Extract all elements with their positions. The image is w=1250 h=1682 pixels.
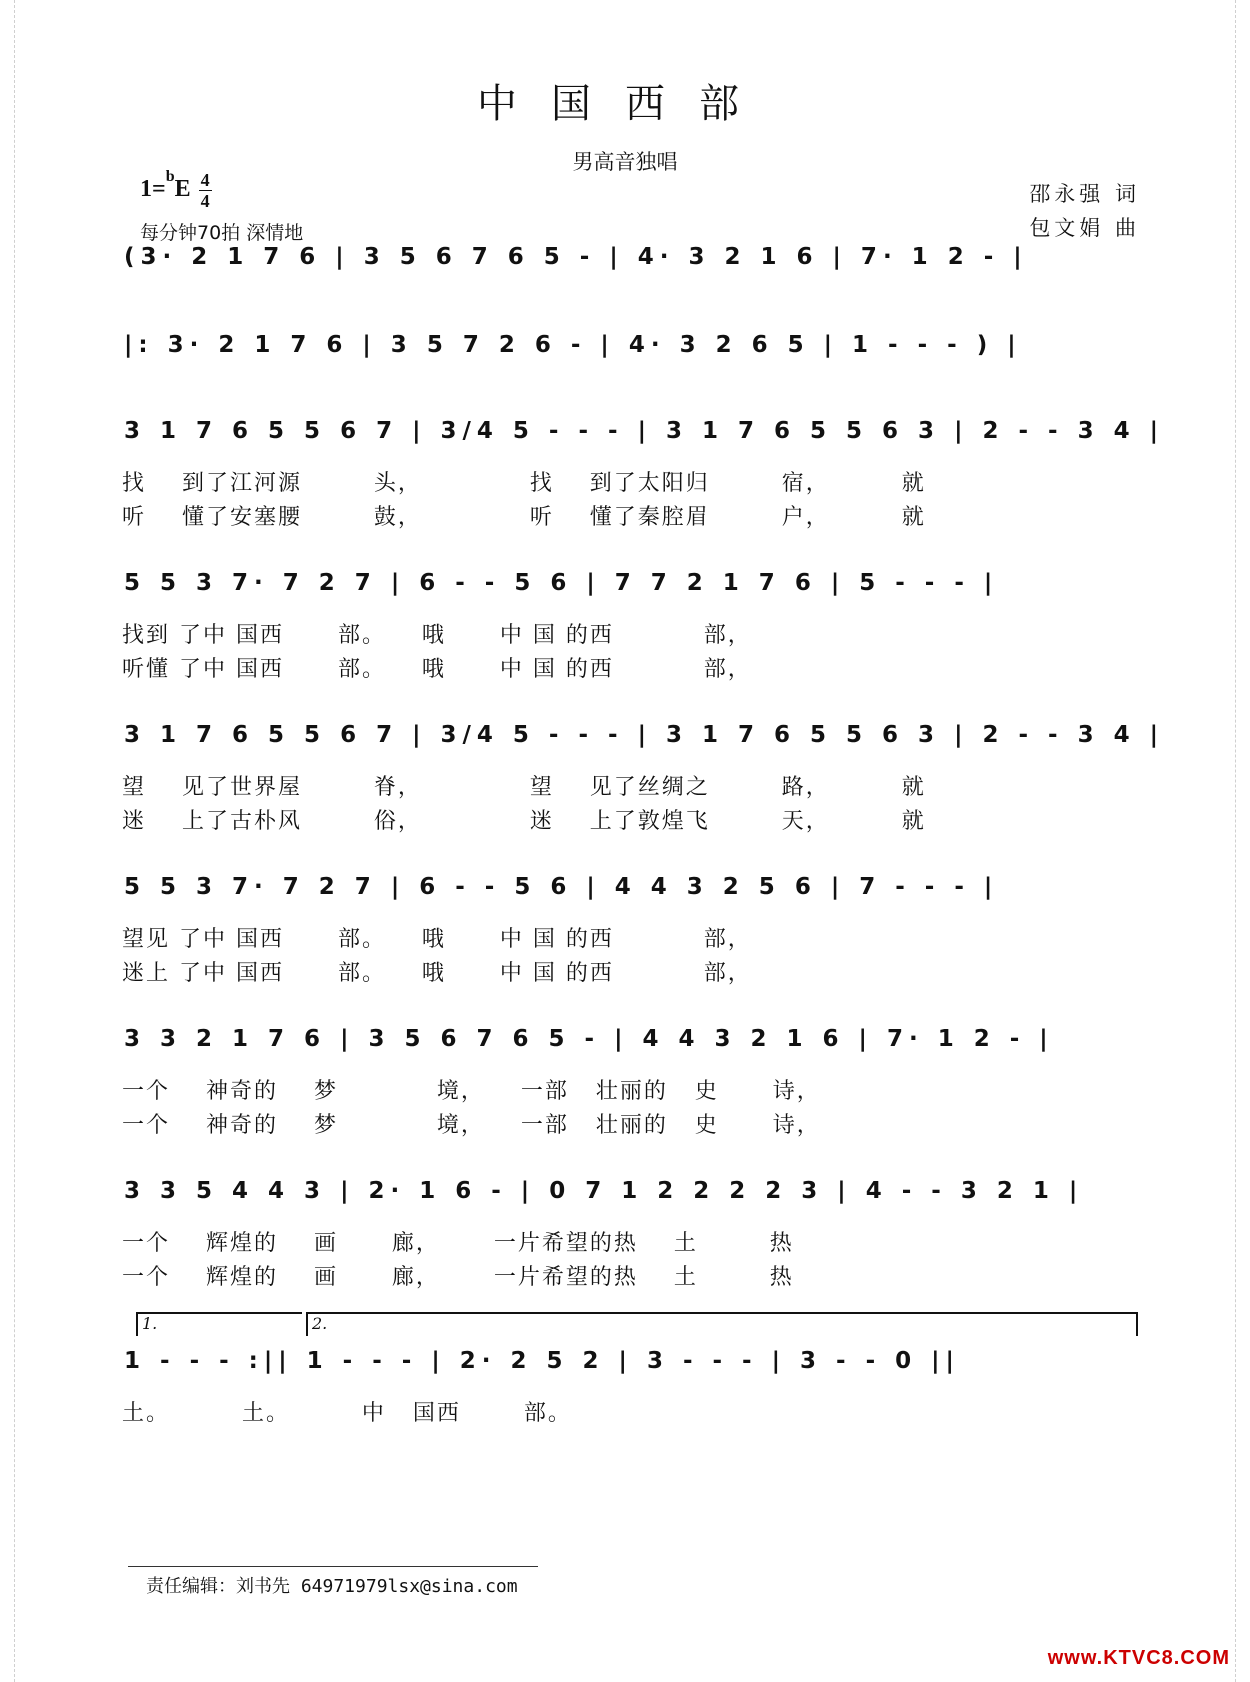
notes-row-3 <box>124 418 1165 462</box>
notes-text: 5 5 3 7· 7 2 7 | 6 - - 5 6 | 4 4 3 2 5 6 | 7 - - - | <box>124 874 999 900</box>
lyric-verse-1: 一个 神奇的 梦 境， 一部 壮丽的 史 诗， <box>122 1079 821 1104</box>
key-signature <box>140 170 212 211</box>
lyric-verse-2: 听 懂了安塞腰 鼓， 听 懂了秦腔眉 户， 就 <box>122 505 926 530</box>
notes-text: 3 1 7 6 5 5 6 7 | 3/4 5 - - - | 3 1 7 6 5 5 6 3 | 2 - - 3 4 | <box>124 418 1165 444</box>
key-note: E <box>174 176 191 203</box>
notes-row-2 <box>124 332 1134 376</box>
song-title: 中国西部 <box>477 81 773 127</box>
notes-row-6 <box>124 874 1134 918</box>
lyric-verse-1: 土。 土。 中 国西 部。 <box>122 1401 572 1426</box>
lyric-verse-2: 迷 上了古朴风 俗， 迷 上了敦煌飞 天， 就 <box>122 809 926 834</box>
lyric-verse-1: 一个 辉煌的 画 廊， 一片希望的热 土 热 <box>122 1231 794 1256</box>
composer-credit: 包文娟 曲 <box>1029 216 1140 240</box>
key-flat: b <box>165 168 175 185</box>
time-signature <box>199 170 212 211</box>
lyric-verse-1: 望 见了世界屋 脊， 望 见了丝绸之 路， 就 <box>122 775 926 800</box>
notes-row-7 <box>124 1026 1134 1070</box>
lyric-verse-1: 找到 了中 国西 部。 哦 中 国 的西 部， <box>122 623 752 648</box>
notes-text: 1 - - - :|| 1 - - - | 2· 2 5 2 | 3 - - - | 3 - - 0 || <box>124 1348 960 1374</box>
tempo-marking: 每分钟70拍 深情地 <box>140 222 304 244</box>
notes-row-1 <box>124 244 1134 288</box>
lyric-verse-1: 望见 了中 国西 部。 哦 中 国 的西 部， <box>122 927 752 952</box>
time-signature-denominator: 4 <box>200 191 210 211</box>
second-ending: 2. <box>306 1312 1138 1336</box>
notes-row-9 <box>124 1348 1134 1392</box>
notes-text: |: 3· 2 1 7 6 | 3 5 7 2 6 - | 4· 3 2 6 5 | 1 - - - ) | <box>124 332 1022 358</box>
footer-divider <box>128 1566 538 1567</box>
notes-row-4 <box>124 570 1134 614</box>
notes-text: 5 5 3 7· 7 2 7 | 6 - - 5 6 | 7 7 2 1 7 6 | 5 - - - | <box>124 570 999 596</box>
notes-text: 3 3 2 1 7 6 | 3 5 6 7 6 5 - | 4 4 3 2 1 6 | 7· 1 2 - | <box>124 1026 1054 1052</box>
left-margin-watermark <box>0 0 15 1682</box>
notes-text: (3· 2 1 7 6 | 3 5 6 7 6 5 - | 4· 3 2 1 6 | 7· 1 2 - | <box>124 244 1028 270</box>
lyric-verse-1: 找 到了江河源 头， 找 到了太阳归 宿， 就 <box>122 471 926 496</box>
key-one: 1= <box>140 176 166 203</box>
notes-text: 3 3 5 4 4 3 | 2· 1 6 - | 0 7 1 2 2 2 2 3 | 4 - - 3 2 1 | <box>124 1178 1084 1204</box>
lyricist-credit: 邵永强 词 <box>1029 182 1140 206</box>
first-ending: 1. <box>136 1312 302 1336</box>
lyric-verse-2: 迷上 了中 国西 部。 哦 中 国 的西 部， <box>122 961 752 986</box>
lyric-verse-2: 听懂 了中 国西 部。 哦 中 国 的西 部， <box>122 657 752 682</box>
notes-text: 3 1 7 6 5 5 6 7 | 3/4 5 - - - | 3 1 7 6 5 5 6 3 | 2 - - 3 4 | <box>124 722 1165 748</box>
song-subtitle: 男高音独唱 <box>572 150 678 174</box>
lyric-verse-2: 一个 神奇的 梦 境， 一部 壮丽的 史 诗， <box>122 1113 821 1138</box>
notes-row-5 <box>124 722 1165 766</box>
lyric-verse-2: 一个 辉煌的 画 廊， 一片希望的热 土 热 <box>122 1265 794 1290</box>
site-watermark: www.KTVC8.COM <box>1047 1647 1230 1669</box>
notes-row-8 <box>124 1178 1134 1222</box>
right-margin-watermark <box>1235 0 1250 1682</box>
time-signature-numerator: 4 <box>200 170 210 190</box>
editor-credit: 责任编辑：刘书先 64971979lsx@sina.com <box>146 1576 518 1597</box>
